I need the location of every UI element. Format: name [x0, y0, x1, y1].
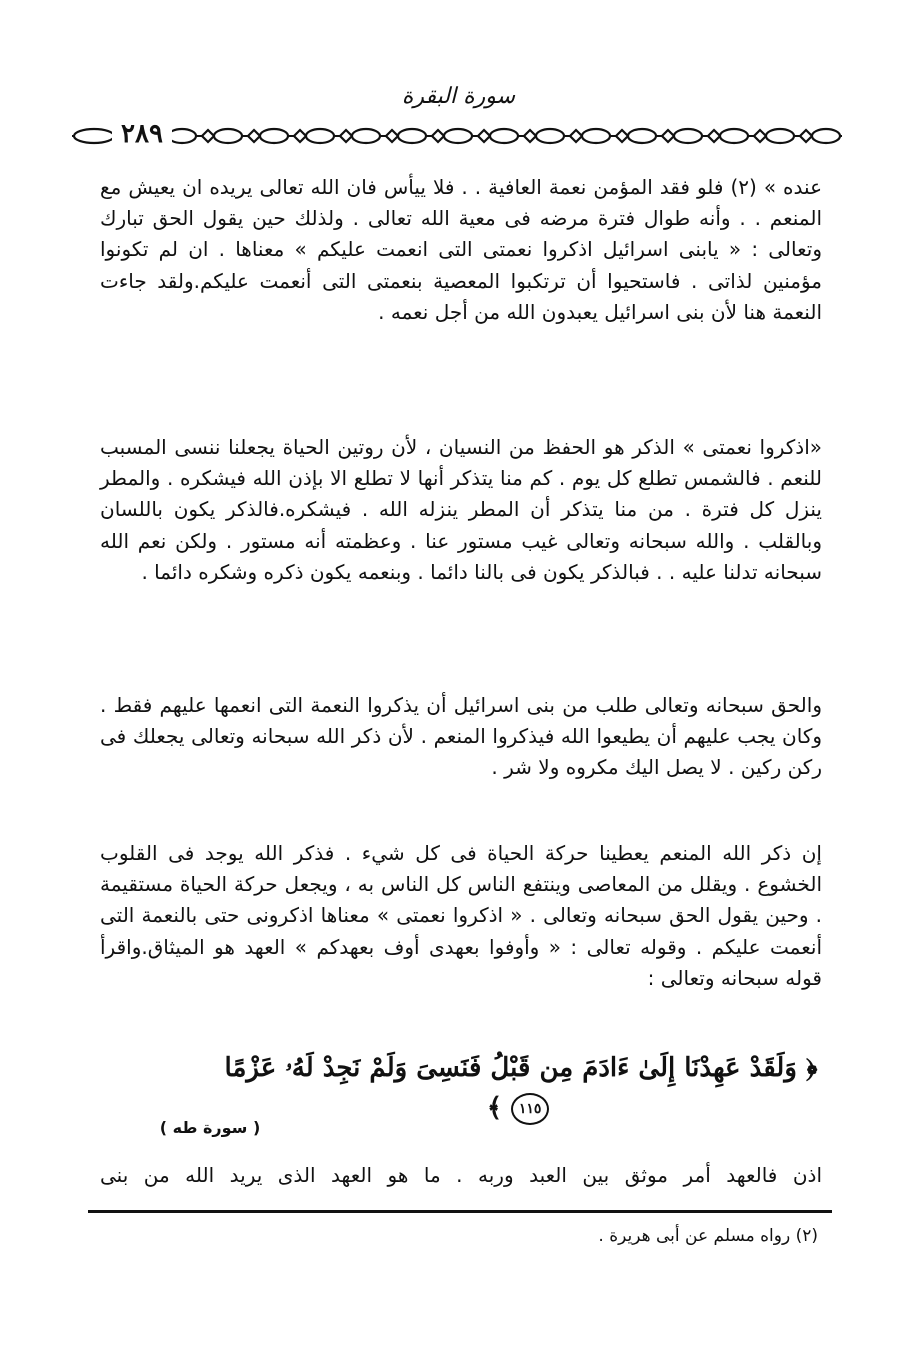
- border-diamond: [294, 130, 306, 142]
- border-oval: [766, 129, 794, 143]
- border-diamond: [708, 130, 720, 142]
- border-oval: [168, 129, 196, 143]
- border-oval: [444, 129, 472, 143]
- border-diamond: [616, 130, 628, 142]
- border-diamond: [478, 130, 490, 142]
- border-oval: [536, 129, 564, 143]
- border-oval: [74, 129, 114, 143]
- paragraph-2: «اذكروا نعمتى » الذكر هو الحفظ من النسيان ، لأن روتين الحياة يجعلنا ننسى المسبب للنعم . فالشمس تطلع كل يوم . كم منا يتذكر أنها لا تطلع الا بإذن الله فيشكره . والمطر ينزل كل فترة . من منا يتذكر أن المطر ينزله الله . فيشكره.فالذكر يكون باللسان وبالقلب . والله سبحانه وتعالى غيب مستور عنا . وعظمته أنه مستور . ولكن نعم الله سبحانه تدلنا عليه . . فبالذكر يكون فى بالنا دائما . وبنعمه يكون ذكره وشكره دائما .: [100, 435, 822, 584]
- decorative-header-border: [72, 118, 842, 154]
- border-diamond: [800, 130, 812, 142]
- verse-close-bracket: ﴾: [486, 1093, 503, 1123]
- page-number: ٢٨٩: [112, 118, 172, 150]
- border-oval: [812, 129, 840, 143]
- border-oval: [628, 129, 656, 143]
- border-oval: [306, 129, 334, 143]
- border-oval: [490, 129, 518, 143]
- border-oval: [720, 129, 748, 143]
- border-diamond: [248, 130, 260, 142]
- border-oval: [582, 129, 610, 143]
- border-diamond: [524, 130, 536, 142]
- paragraph-1: عنده » (٢) فلو فقد المؤمن نعمة العافية . . فلا ييأس فان الله تعالى يريده ان يعيش مع المنعم . . وأنه طوال فترة مرضه فى معية الله تعالى . ولذلك حين يقول الحق تبارك وتعالى : « يابنى اسرائيل اذكروا نعمتى التى انعمت عليكم » معناها . ان لم تكونوا مؤمنين لذاتى . فاستحيوا أن ترتكبوا المعصية بنعمتى التى أنعمت عليكم.ولقد جاءت النعمة هنا لأن بنى اسرائيل يعبدون الله من أجل نعمه .: [100, 175, 822, 324]
- verse-text: ﴿ وَلَقَدْ عَهِدْنَا إِلَىٰ ءَادَمَ مِن قَبْلُ فَنَسِىَ وَلَمْ نَجِدْ لَهُۥ عَزْمًا: [224, 1053, 818, 1083]
- footnote: (٢) رواه مسلم عن أبى هريرة .: [598, 1226, 818, 1246]
- border-diamond: [202, 130, 214, 142]
- border-diamond: [662, 130, 674, 142]
- border-oval: [260, 129, 288, 143]
- border-diamond: [754, 130, 766, 142]
- verse-source: ( سورة طه ): [159, 1118, 261, 1137]
- paragraph-3: والحق سبحانه وتعالى طلب من بنى اسرائيل أن يذكروا النعمة التى انعمها عليهم فقط . وكان يجب عليهم أن يطيعوا الله فيذكروا المنعم . لأن ذكر الله سبحانه وتعالى يجعلك فى ركن ركين . لا يصل اليك مكروه ولا شر .: [100, 693, 822, 780]
- border-oval: [674, 129, 702, 143]
- border-diamond: [386, 130, 398, 142]
- surah-title: سورة البقرة: [401, 84, 516, 109]
- quran-verse: [220, 1048, 822, 1128]
- paragraph-5: اذن فالعهد أمر موثق بين العبد وربه . ما هو العهد الذى يريد الله من بنى: [100, 1163, 822, 1187]
- border-oval: [352, 129, 380, 143]
- border-oval: [214, 129, 242, 143]
- verse-number-badge: ١١٥: [511, 1093, 549, 1125]
- border-diamond: [570, 130, 582, 142]
- border-diamond: [340, 130, 352, 142]
- footnote-divider: [88, 1210, 832, 1213]
- border-diamond: [432, 130, 444, 142]
- paragraph-4: إن ذكر الله المنعم يعطينا حركة الحياة فى كل شيء . فذكر الله يوجد فى القلوب الخشوع . ويقلل من المعاصى وينتفع الناس كل الناس به ، ويجعل حركة الحياة مستقيمة . وحين يقول الحق سبحانه وتعالى . « اذكروا نعمتى » معناها اذكرونى حتى بالنعمة التى أنعمت عليكم . وقوله تعالى : « وأوفوا بعهدى أوف بعهدكم » العهد هو الميثاق.واقرأ قوله سبحانه وتعالى :: [100, 841, 822, 990]
- border-oval: [398, 129, 426, 143]
